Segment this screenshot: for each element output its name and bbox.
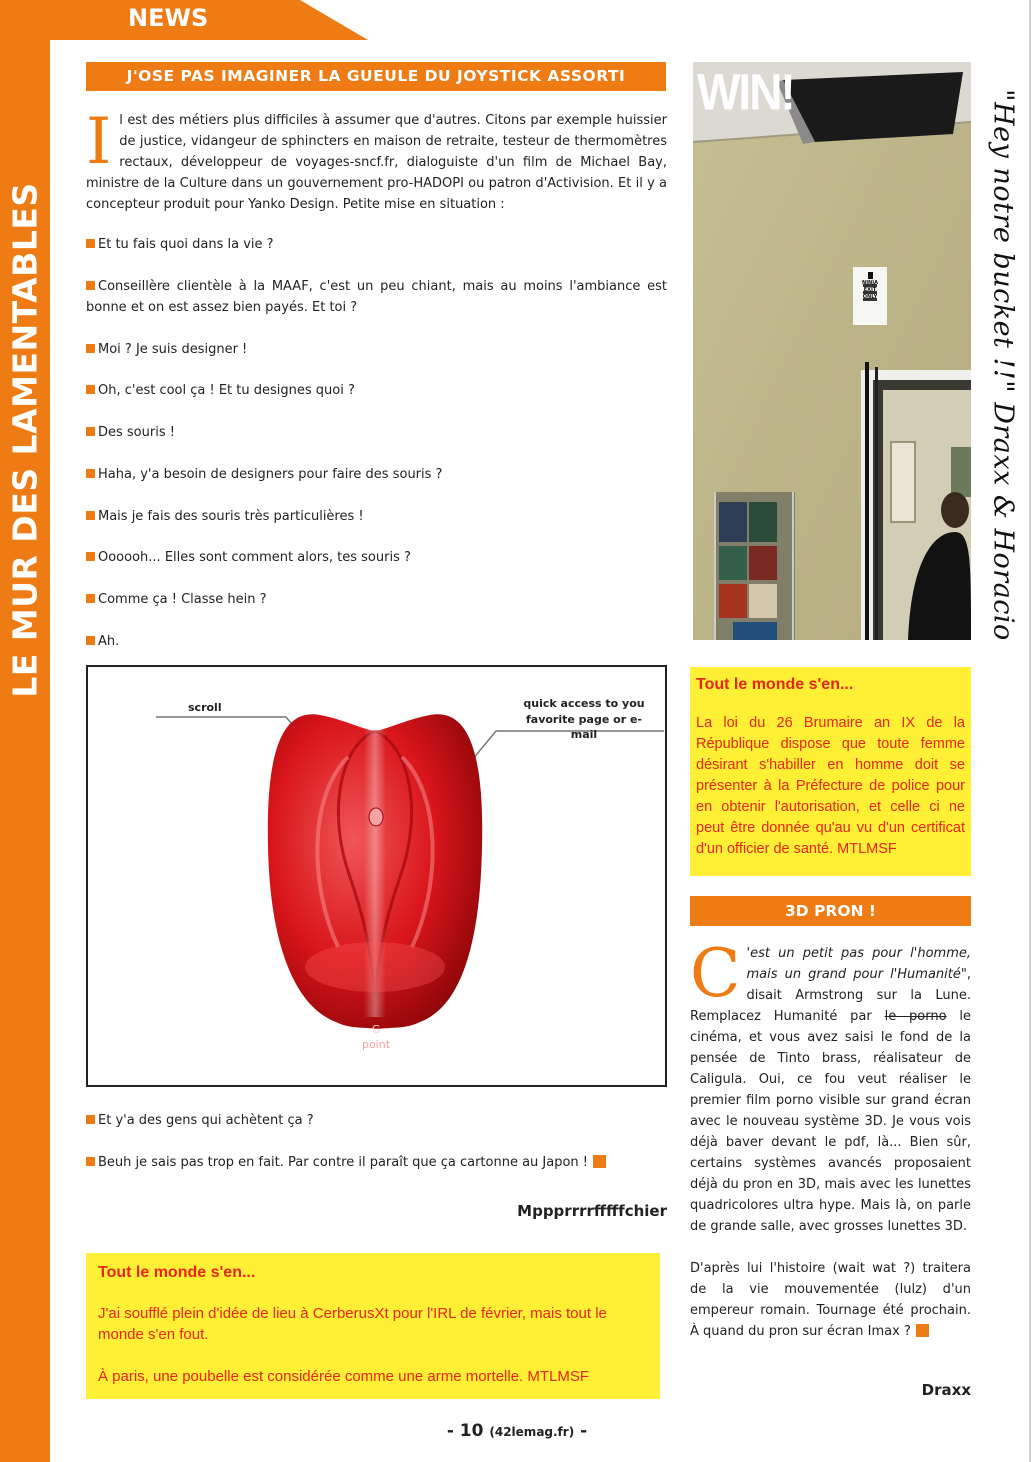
- end-mark-icon: [593, 1155, 606, 1168]
- bullet-icon: [86, 594, 95, 603]
- end-mark-icon: [916, 1324, 929, 1337]
- struck-text: le porno: [884, 1009, 947, 1024]
- yellow-box-title: Tout le monde s'en...: [98, 1264, 256, 1281]
- bullet-icon: [86, 636, 95, 645]
- yellow-box-title: Tout le monde s'en...: [696, 676, 854, 693]
- bullet-icon: [86, 427, 95, 436]
- yellow-box-bottom: [86, 1253, 660, 1399]
- dialog-line: Oh, c'est cool ça ! Et tu designes quoi ?: [86, 380, 667, 401]
- section-title-vertical: LE MUR DES LAMENTABLES: [5, 182, 45, 698]
- pron-paragraph: D'après lui l'histoire (wait wat ?) traitera de la vie mouvementée (lulz) d'un empereur romain. Tournage été prochain. À quand du pron sur écran Imax ?: [690, 1261, 971, 1339]
- article-signature: Mppprrrrfffffchier: [517, 1202, 667, 1220]
- label-scroll: scroll: [188, 701, 222, 714]
- win-photo: [693, 62, 971, 640]
- yellow-box-text: À paris, une poubelle est considérée comme une arme mortelle. MTLMSF: [98, 1368, 590, 1385]
- bullet-icon: [86, 1115, 95, 1124]
- photo-caption: WIN!: [697, 63, 794, 121]
- dialog-line: Conseillère clientèle à la MAAF, c'est un peu chiant, mais au moins l'ambiance est bonne et on est assez bien payés. Et toi ?: [86, 279, 667, 315]
- bullet-icon: [86, 281, 95, 290]
- yellow-box-text: La loi du 26 Brumaire an IX de la République dispose que toute femme désirant s'habiller en homme doit se présenter à la Préfecture de police pour en obtenir l'autorisation, et celle ci ne peut être donnée qu'au vu d'un certificat d'un officier de santé. MTLMSF: [696, 715, 965, 857]
- dialog-line: Haha, y'a besoin de designers pour faire des souris ?: [86, 464, 667, 485]
- label-quick-access-1: quick access to you: [523, 697, 645, 710]
- bullet-icon: [86, 511, 95, 520]
- drop-cap: I: [86, 105, 112, 179]
- article-headline: J'OSE PAS IMAGINER LA GUEULE DU JOYSTICK ASSORTI: [86, 62, 666, 91]
- label-g: G: [371, 1023, 381, 1036]
- news-tab-label: NEWS: [128, 4, 209, 32]
- dialog-line: Comme ça ! Classe hein ?: [86, 589, 667, 610]
- dialog-line: Beuh je sais pas trop en fait. Par contre il paraît que ça cartonne au Japon !: [86, 1152, 667, 1173]
- dialog-line: Ah.: [86, 631, 667, 652]
- product-figure: [86, 665, 667, 1087]
- pron-article: C 'est un petit pas pour l'homme, mais un grand pour l'Humanité", disait Armstrong sur la Lune. Remplacez Humanité par le porno le cinéma, et vous avez saisi le fond de la pensée de Tinto brass, réalisateur de Caligula. Oui, ce fou veut réaliser le premier film porno visible sur grand écran avec le nouveau système 3D. Je vous vois déjà baver devant le pdf, là... Bien sûr, certains systèmes avancés proposaient déjà du pron en 3D, mais avec les lunettes quadricolores ultra hype. Mais là, on parle de grande salle, avec grosses lunettes 3D. D'après lui l'histoire (wait wat ?) traitera de la vie mouvementée (lulz) d'un empereur romain. Tournage été prochain. À quand du pron sur écran Imax ?: [690, 943, 971, 1342]
- label-quick-access-2: favorite page or e-mail: [526, 713, 642, 741]
- dialog-line: Mais je fais des souris très particulières !: [86, 506, 667, 527]
- yellow-box-right: [690, 667, 971, 876]
- bullet-icon: [86, 469, 95, 478]
- dialog-line: Oooooh... Elles sont comment alors, tes souris ?: [86, 547, 667, 568]
- yellow-box-text: J'ai soufflé plein d'idée de lieu à CerberusXt pour l'IRL de février, mais tout le monde s'en fout.: [98, 1305, 607, 1343]
- label-point: point: [361, 1038, 391, 1051]
- pron-header: 3D PRON !: [690, 896, 971, 926]
- vertical-quote: "Hey notre bucket !!" Draxx & Horacio: [987, 89, 1019, 641]
- dialog-line: Des souris !: [86, 422, 667, 443]
- bullet-icon: [86, 385, 95, 394]
- article-intro: [86, 105, 667, 215]
- right-border: [1029, 0, 1031, 1462]
- bullet-icon: [86, 1157, 95, 1166]
- site-url: (42lemag.fr): [489, 1425, 575, 1439]
- dialog-line: Et y'a des gens qui achètent ça ?: [86, 1110, 667, 1131]
- dialog-line: Et tu fais quoi dans la vie ?: [86, 234, 667, 255]
- pron-quote: 'est un petit pas pour l'homme, mais un grand pour l'Humanité": [746, 946, 971, 982]
- bullet-icon: [86, 344, 95, 353]
- exit-sign: NINJA EXIT ONLY: [862, 280, 878, 300]
- bullet-icon: [86, 239, 95, 248]
- drop-cap: C: [690, 935, 741, 1012]
- page-footer: - 10 (42lemag.fr) -: [446, 1421, 588, 1441]
- intro-text: l est des métiers plus difficiles à assumer que d'autres. Citons par exemple huissier de justice, vidangeur de sphincters en maison de retraite, testeur de thermomètres rectaux, développeur de voyages-sncf.fr, dialoguiste d'un film de Michael Bay, ministre de la Culture dans un gouvernement pro-HADOPI ou patron d'Activision. Et il y a concepteur produit pour Yanko Design. Petite mise en situation :: [86, 113, 667, 212]
- dialog-line: Moi ? Je suis designer !: [86, 339, 667, 360]
- page-number: - 10: [446, 1421, 484, 1441]
- bullet-icon: [86, 552, 95, 561]
- side-bar: [0, 0, 50, 1462]
- pron-signature: Draxx: [921, 1381, 971, 1399]
- office-photo: [693, 62, 971, 640]
